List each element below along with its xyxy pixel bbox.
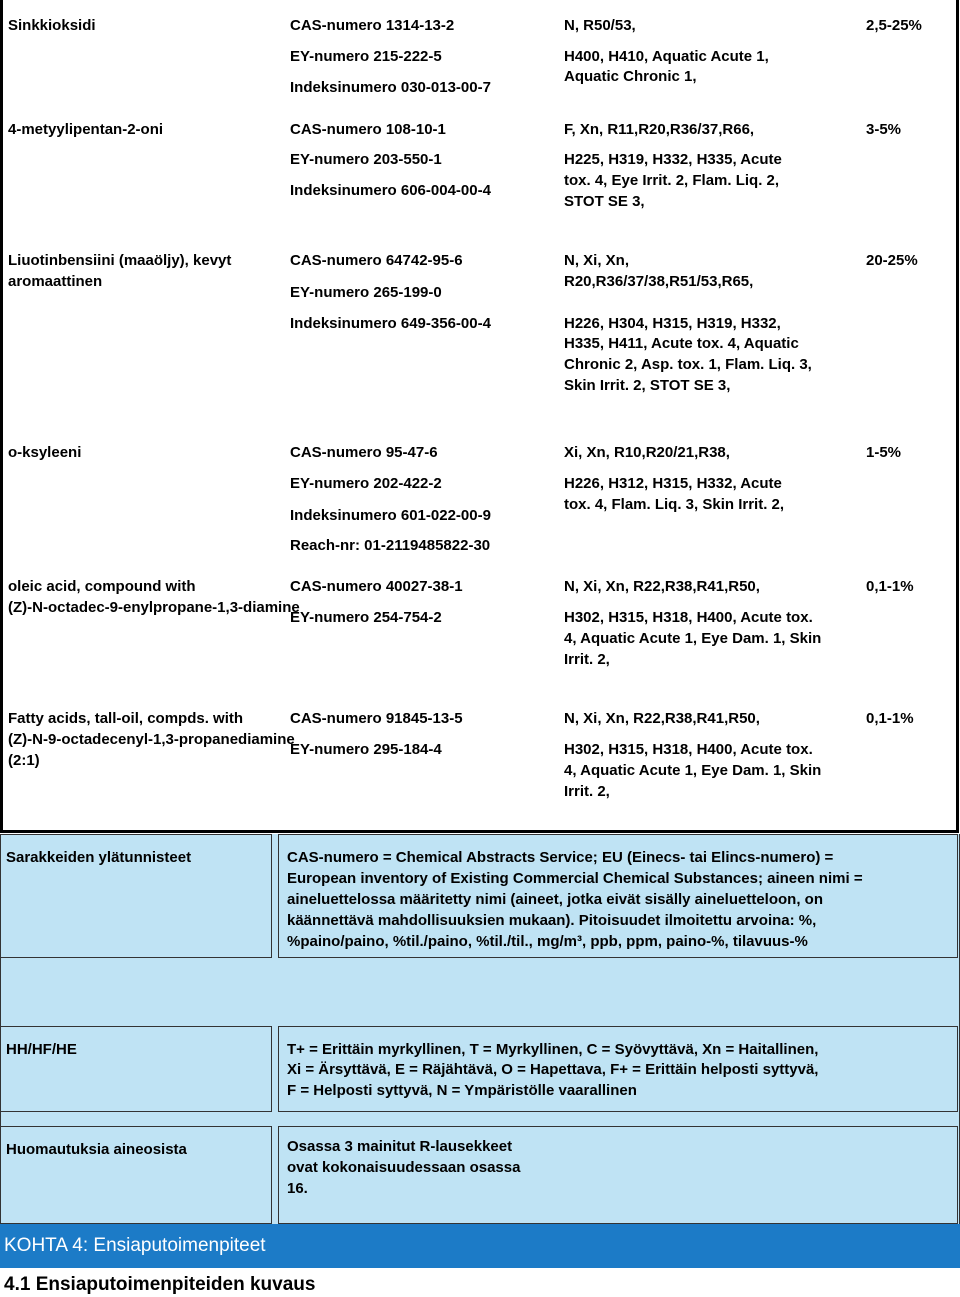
definition-line: aineluettelossa määritetty nimi (aineet, jotka eivät sisälly aineluetteloon, on bbox=[287, 891, 824, 908]
definition-line: European inventory of Existing Commercial Chemical Substances; aineen nimi = bbox=[287, 870, 863, 887]
classification-line: H226, H312, H315, H332, Acute bbox=[564, 475, 782, 492]
cas-number: CAS-numero 95-47-6 bbox=[290, 444, 438, 461]
definition-label: Sarakkeiden ylätunnisteet bbox=[6, 849, 192, 866]
substance-name: Liuotinbensiini (maaöljy), kevyt bbox=[8, 252, 232, 269]
index-number: Indeksinumero 030-013-00-7 bbox=[290, 79, 491, 96]
classification-line: H400, H410, Aquatic Acute 1, bbox=[564, 48, 769, 65]
ey-number: EY-numero 265-199-0 bbox=[290, 284, 442, 301]
substance-name: o-ksyleeni bbox=[8, 444, 82, 461]
cas-number: CAS-numero 1314-13-2 bbox=[290, 17, 455, 34]
substance-name: aromaattinen bbox=[8, 273, 103, 290]
definition-line: %paino/paino, %til./paino, %til./til., mg/m³, ppb, ppm, paino-%, tilavuus-% bbox=[287, 933, 808, 950]
definition-line: 16. bbox=[287, 1180, 308, 1197]
cas-number: CAS-numero 64742-95-6 bbox=[290, 252, 463, 269]
classification-line: R20,R36/37/38,R51/53,R65, bbox=[564, 273, 754, 290]
classification-line: tox. 4, Eye Irrit. 2, Flam. Liq. 2, bbox=[564, 172, 780, 189]
substance-name: Sinkkioksidi bbox=[8, 17, 96, 34]
substance-name: (2:1) bbox=[8, 752, 40, 769]
concentration: 3-5% bbox=[866, 121, 902, 138]
classification-line: N, Xi, Xn, bbox=[564, 252, 630, 269]
definition-line: Osassa 3 mainitut R-lausekkeet bbox=[287, 1138, 513, 1155]
classification-line: Aquatic Chronic 1, bbox=[564, 68, 697, 85]
classification-line: Chronic 2, Asp. tox. 1, Flam. Liq. 3, bbox=[564, 356, 812, 373]
cas-number: CAS-numero 91845-13-5 bbox=[290, 710, 463, 727]
ey-number: EY-numero 203-550-1 bbox=[290, 151, 442, 168]
classification-line: N, R50/53, bbox=[564, 17, 636, 34]
ey-number: EY-numero 202-422-2 bbox=[290, 475, 442, 492]
definition-line: ovat kokonaisuudessaan osassa bbox=[287, 1159, 521, 1176]
ey-number: EY-numero 254-754-2 bbox=[290, 609, 442, 626]
classification-line: tox. 4, Flam. Liq. 3, Skin Irrit. 2, bbox=[564, 496, 785, 513]
cas-number: CAS-numero 108-10-1 bbox=[290, 121, 446, 138]
index-number: Indeksinumero 606-004-00-4 bbox=[290, 182, 491, 199]
classification-line: N, Xi, Xn, R22,R38,R41,R50, bbox=[564, 710, 760, 727]
index-number: Indeksinumero 601-022-00-9 bbox=[290, 507, 491, 524]
classification-line: H302, H315, H318, H400, Acute tox. bbox=[564, 609, 813, 626]
classification-line: H302, H315, H318, H400, Acute tox. bbox=[564, 741, 813, 758]
concentration: 0,1-1% bbox=[866, 578, 914, 595]
subsection-title: 4.1 Ensiaputoimenpiteiden kuvaus bbox=[4, 1274, 316, 1295]
ey-number: EY-numero 295-184-4 bbox=[290, 741, 442, 758]
definition-line: T+ = Erittäin myrkyllinen, T = Myrkyllinen, C = Syövyttävä, Xn = Haitallinen, bbox=[287, 1041, 819, 1058]
substance-name: 4-metyylipentan-2-oni bbox=[8, 121, 164, 138]
substance-name: (Z)-N-9-octadecenyl-1,3-propanediamine bbox=[8, 731, 295, 748]
concentration: 1-5% bbox=[866, 444, 902, 461]
ey-number: EY-numero 215-222-5 bbox=[290, 48, 442, 65]
substance-name: oleic acid, compound with bbox=[8, 578, 196, 595]
classification-line: Irrit. 2, bbox=[564, 783, 610, 800]
cas-number: CAS-numero 40027-38-1 bbox=[290, 578, 463, 595]
classification-line: STOT SE 3, bbox=[564, 193, 645, 210]
definition-line: F = Helposti syttyvä, N = Ympäristölle vaarallinen bbox=[287, 1082, 637, 1099]
definition-line: Xi = Ärsyttävä, E = Räjähtävä, O = Hapettava, F+ = Erittäin helposti syttyvä, bbox=[287, 1061, 819, 1078]
classification-line: N, Xi, Xn, R22,R38,R41,R50, bbox=[564, 578, 760, 595]
concentration: 20-25% bbox=[866, 252, 918, 269]
classification-line: H335, H411, Acute tox. 4, Aquatic bbox=[564, 335, 799, 352]
classification-line: 4, Aquatic Acute 1, Eye Dam. 1, Skin bbox=[564, 762, 822, 779]
classification-line: H225, H319, H332, H335, Acute bbox=[564, 151, 782, 168]
concentration: 2,5-25% bbox=[866, 17, 922, 34]
definition-line: käännettävä mahdollisuuksien mukaan). Pitoisuudet ilmoitettu arvoina: %, bbox=[287, 912, 817, 929]
definition-line: CAS-numero = Chemical Abstracts Service; EU (Einecs- tai Elincs-numero) = bbox=[287, 849, 834, 866]
classification-line: Skin Irrit. 2, STOT SE 3, bbox=[564, 377, 731, 394]
classification-line: 4, Aquatic Acute 1, Eye Dam. 1, Skin bbox=[564, 630, 822, 647]
concentration: 0,1-1% bbox=[866, 710, 914, 727]
classification-line: Irrit. 2, bbox=[564, 651, 610, 668]
definition-label: HH/HF/HE bbox=[6, 1041, 77, 1058]
section-title: KOHTA 4: Ensiaputoimenpiteet bbox=[4, 1235, 266, 1256]
index-number: Indeksinumero 649-356-00-4 bbox=[290, 315, 491, 332]
reach-number: Reach-nr: 01-2119485822-30 bbox=[290, 537, 491, 554]
substance-name: Fatty acids, tall-oil, compds. with bbox=[8, 710, 244, 727]
definition-label: Huomautuksia aineosista bbox=[6, 1141, 187, 1158]
classification-line: F, Xn, R11,R20,R36/37,R66, bbox=[564, 121, 755, 138]
classification-line: Xi, Xn, R10,R20/21,R38, bbox=[564, 444, 730, 461]
classification-line: H226, H304, H315, H319, H332, bbox=[564, 315, 781, 332]
substance-name: (Z)-N-octadec-9-enylpropane-1,3-diamine bbox=[8, 599, 300, 616]
